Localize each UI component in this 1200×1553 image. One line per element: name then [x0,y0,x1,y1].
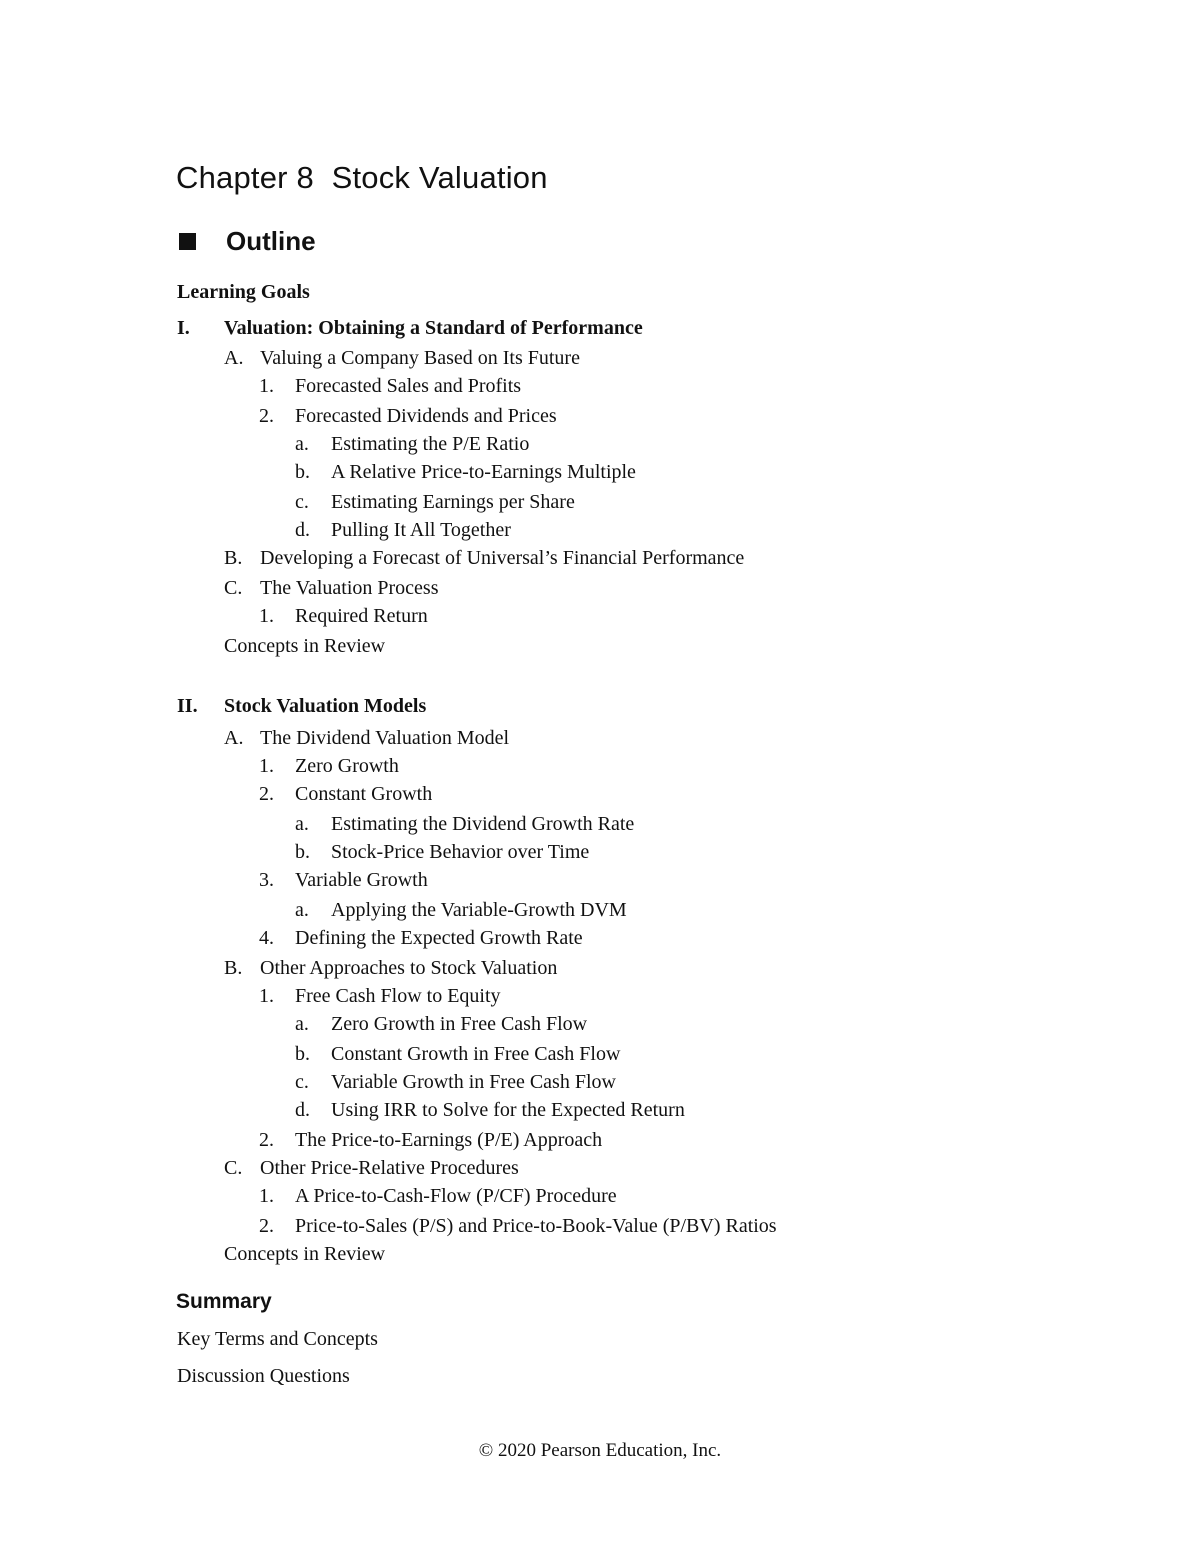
section-1-heading [177,316,643,340]
outline-item: 1. A Price-to-Cash-Flow (P/CF) Procedure [259,1185,617,1207]
outline-item: a. Applying the Variable-Growth DVM [295,899,627,921]
outline-item: a. Estimating the Dividend Growth Rate [295,813,635,835]
concepts-in-review: Concepts in Review [224,635,386,657]
outline-item: 2. Price-to-Sales (P/S) and Price-to-Book-Value (P/BV) Ratios [259,1215,777,1237]
square-bullet-icon [179,233,196,250]
outline-item: 3. Variable Growth [259,869,428,891]
concepts-in-review: Concepts in Review [224,1243,386,1265]
section-title: Valuation: Obtaining a Standard of Performance [224,317,643,339]
learning-goals-heading: Learning Goals [177,281,310,303]
outline-item: C. The Valuation Process [224,577,439,599]
outline-item: c. Variable Growth in Free Cash Flow [295,1071,616,1093]
outline-item: 2. Constant Growth [259,783,433,805]
outline-item: b. A Relative Price-to-Earnings Multiple [295,461,636,483]
outline-item: a. Estimating the P/E Ratio [295,433,530,455]
roman-numeral: II. [177,695,198,717]
outline-item: C. Other Price-Relative Procedures [224,1157,519,1179]
key-terms-heading: Key Terms and Concepts [177,1328,378,1350]
outline-item: d. Using IRR to Solve for the Expected Return [295,1099,685,1121]
outline-heading [176,226,316,257]
outline-item: A. Valuing a Company Based on Its Future [224,347,580,369]
outline-item: 1. Forecasted Sales and Profits [259,375,522,397]
outline-item: 4. Defining the Expected Growth Rate [259,927,583,949]
chapter-title: Chapter 8 Stock Valuation [176,160,548,195]
outline-item: b. Stock-Price Behavior over Time [295,841,590,863]
outline-item: 2. The Price-to-Earnings (P/E) Approach [259,1129,603,1151]
outline-item: c. Estimating Earnings per Share [295,491,575,513]
section-title: Stock Valuation Models [224,695,427,717]
outline-item: b. Constant Growth in Free Cash Flow [295,1043,621,1065]
roman-numeral: I. [177,317,190,339]
summary-heading: Summary [176,1290,272,1313]
outline-item: a. Zero Growth in Free Cash Flow [295,1013,588,1035]
outline-item: 2. Forecasted Dividends and Prices [259,405,557,427]
outline-item: B. Developing a Forecast of Universal’s Financial Performance [224,547,745,569]
discussion-questions-heading: Discussion Questions [177,1365,350,1387]
outline-item: B. Other Approaches to Stock Valuation [224,957,558,979]
copyright-footer: © 2020 Pearson Education, Inc. [478,1440,722,1461]
section-2-heading [177,694,426,718]
outline-heading-text: Outline [226,226,316,256]
outline-item: A. The Dividend Valuation Model [224,727,510,749]
outline-item: 1. Required Return [259,605,428,627]
outline-item: d. Pulling It All Together [295,519,511,541]
outline-item: 1. Zero Growth [259,755,399,777]
outline-item: 1. Free Cash Flow to Equity [259,985,501,1007]
